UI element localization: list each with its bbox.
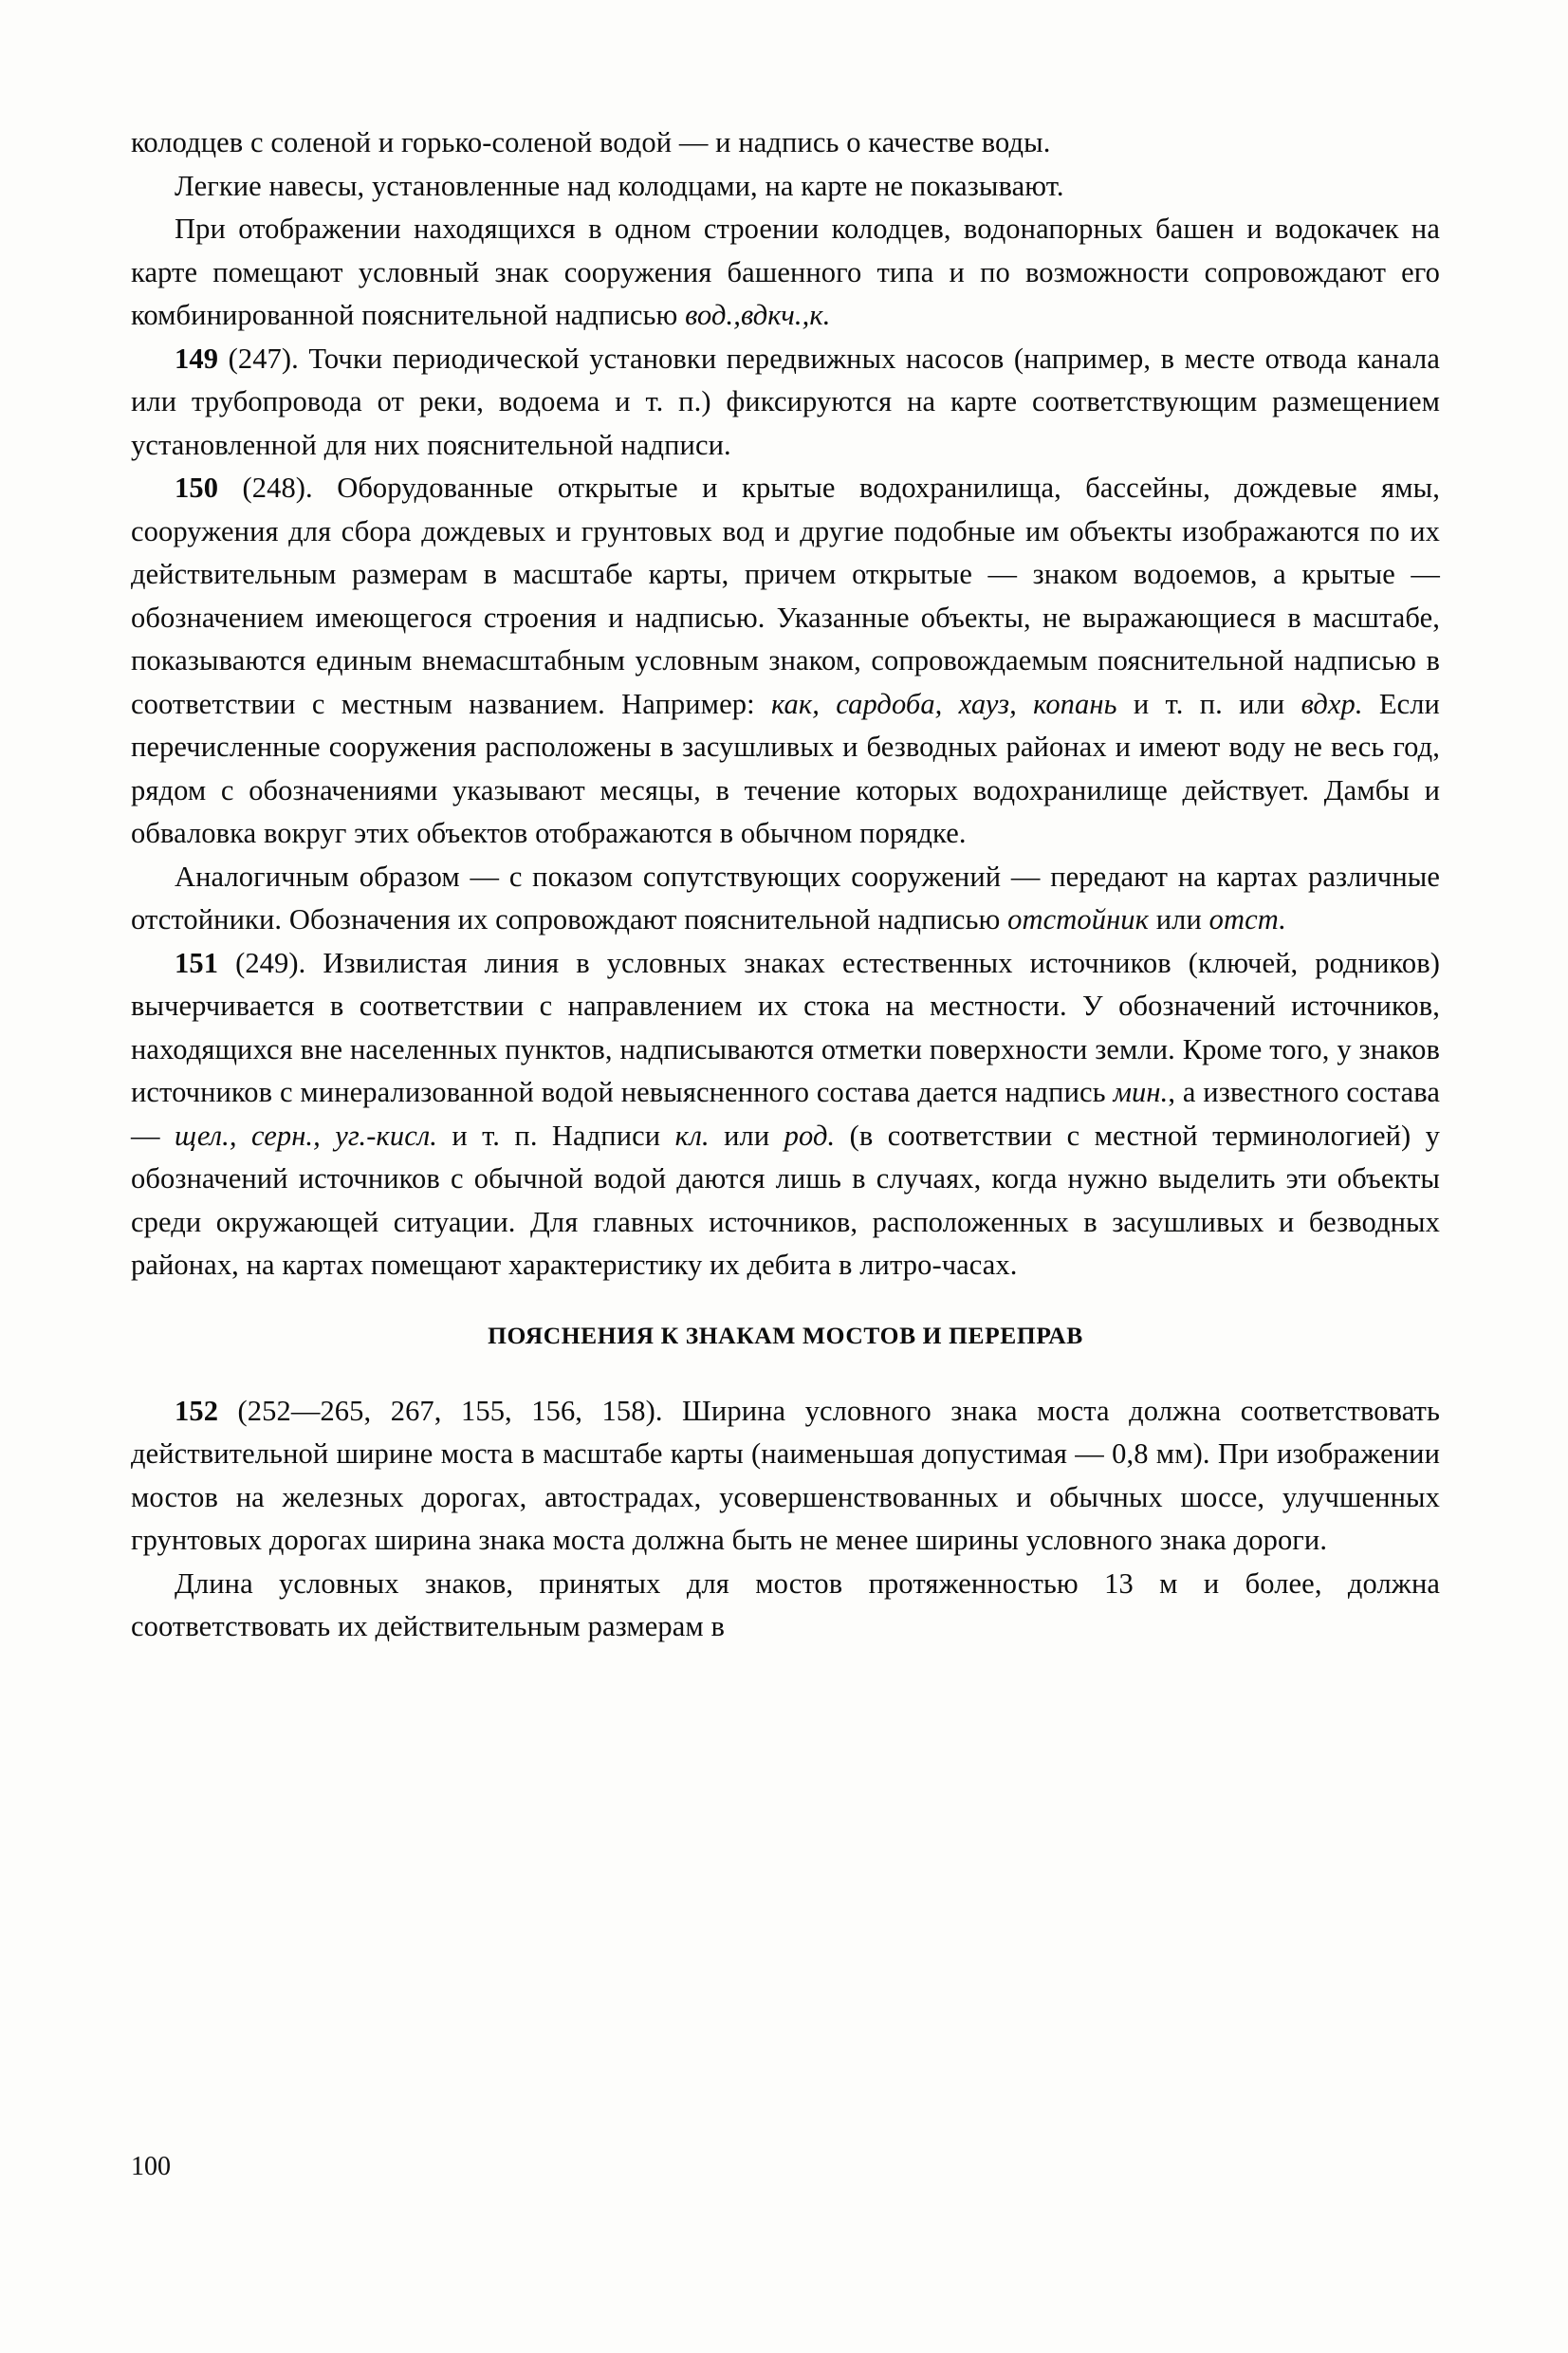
- text-run: Аналогичным образом — с показом сопутствующих сооружений — передают на картах различные отстойники. Обозначения их сопровождают пояснительной надписью: [131, 860, 1440, 936]
- paragraph-block-top: [131, 121, 1440, 1288]
- italic-term: как, сардоба, хауз, копань: [770, 687, 1117, 720]
- italic-term: вод.,вдкч.,к.: [685, 299, 831, 331]
- text-run: Легкие навесы, установленные над колодцами, на карте не показывают.: [175, 169, 1064, 202]
- text-run: Длина условных знаков, принятых для мостов протяженностью 13 м и более, должна соответствовать их действительным размерам в: [131, 1566, 1440, 1642]
- paragraph: [131, 942, 1440, 1288]
- paragraph-number: 152: [175, 1394, 219, 1427]
- italic-term: отстойник: [1007, 903, 1150, 936]
- italic-term: мин.: [1113, 1076, 1169, 1108]
- paragraph: [131, 121, 1440, 165]
- paragraph: [131, 338, 1440, 468]
- text-run: , а известного состава —: [131, 1076, 1440, 1152]
- italic-term: отст.: [1208, 903, 1286, 936]
- paragraph: [131, 165, 1440, 209]
- text-run: Если перечисленные сооружения расположены в засушливых и безводных районах и имеют воду не весь год, рядом с обозначениями указывают месяцы, в течение которых водохранилище действует. Дамбы и обваловка вокруг этих объектов отображаются в обычном порядке.: [131, 687, 1440, 849]
- text-run: и т. п. Надписи: [436, 1119, 675, 1152]
- italic-term: род.: [784, 1119, 836, 1152]
- paragraph-block-bottom: [131, 1390, 1440, 1649]
- paragraph: [131, 1390, 1440, 1563]
- paragraph-number: 149: [175, 342, 219, 375]
- paragraph: [131, 856, 1440, 942]
- text-run: или: [709, 1119, 784, 1152]
- italic-term: кл.: [674, 1119, 710, 1152]
- text-run: или: [1149, 903, 1209, 936]
- section-heading: ПОЯСНЕНИЯ К ЗНАКАМ МОСТОВ И ПЕРЕПРАВ: [488, 1321, 1083, 1349]
- text-run: (252—265, 267, 155, 156, 158). Ширина условного знака моста должна соответствовать действительной ширине моста в масштабе карты (наименьшая допустимая — 0,8 мм). При изображении мостов на железных дорогах, автострадах, усовершенствованных и обычных шоссе, улучшенных грунтовых дорогах ширина знака моста должна быть не менее ширины условного знака дороги.: [131, 1394, 1440, 1556]
- page-body: [131, 121, 1440, 1649]
- text-run: (247). Точки периодической установки передвижных насосов (например, в месте отвода канала или трубопровода от реки, водоема и т. п.) фиксируются на карте соответствующим размещением установленной для них пояснительной надписи.: [131, 342, 1440, 461]
- italic-term: вдхр.: [1301, 687, 1363, 720]
- page-number: 100: [131, 2152, 171, 2181]
- paragraph: [131, 208, 1440, 338]
- text-run: (248). Оборудованные открытые и крытые водохранилища, бассейны, дождевые ямы, сооружения для сбора дождевых и грунтовых вод и другие подобные им объекты изображаются по их действительным размерам в масштабе карты, причем открытые — знаком водоемов, а крытые — обозначением имеющегося строения и надписью. Указанные объекты, не выражающиеся в масштабе, показываются единым внемасштабным условным знаком, сопровождаемым пояснительной надписью в соответствии с местным названием. Например:: [131, 472, 1440, 720]
- italic-term: щел., серн., уг.-кисл.: [174, 1119, 437, 1152]
- text-run: При отображении находящихся в одном строении колодцев, водонапорных башен и водокачек на карте помещают условный знак сооружения башенного типа и по возможности сопровождают его комбинированной пояснительной надписью: [131, 213, 1440, 331]
- text-run: (в соответствии с местной терминологией) у обозначений источников с обычной водой даются лишь в случаях, когда нужно выделить эти объекты среди окружающей ситуации. Для главных источников, расположенных в засушливых и безводных районах, на картах помещают характеристику их дебита в литро-часах.: [131, 1119, 1440, 1281]
- paragraph: [131, 467, 1440, 856]
- text-run: и т. п. или: [1116, 687, 1301, 720]
- text-run: (249). Извилистая линия в условных знаках естественных источников (ключей, родников) вычерчивается в соответствии с направлением их стока на местности. У обозначений источников, находящихся вне населенных пунктов, надписываются отметки поверхности земли. Кроме того, у знаков источников с минерализованной водой невыясненного состава дается надпись: [131, 946, 1440, 1108]
- paragraph-number: 151: [175, 946, 219, 979]
- paragraph-number: 150: [175, 472, 219, 504]
- text-run: колодцев с соленой и горько-соленой водой — и надпись о качестве воды.: [131, 126, 1051, 158]
- paragraph: [131, 1563, 1440, 1649]
